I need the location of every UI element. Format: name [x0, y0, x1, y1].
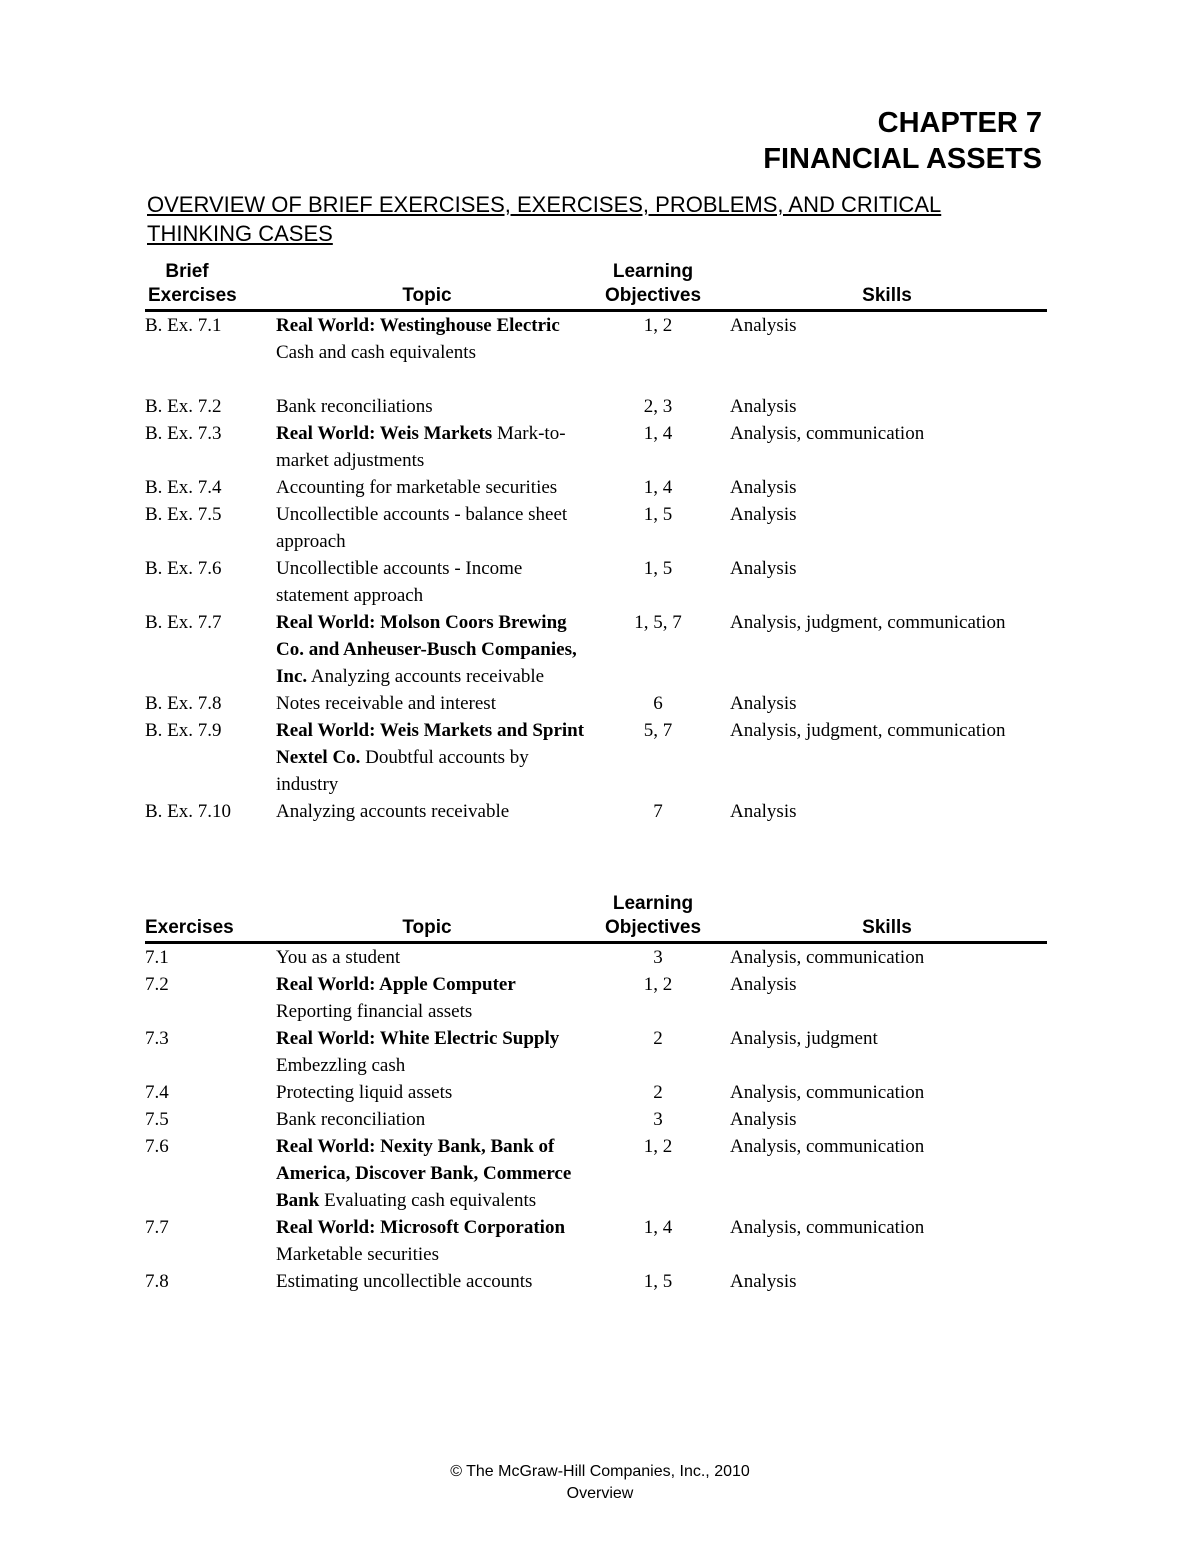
learning-objectives: 7: [653, 801, 663, 822]
topic-text: You as a student: [276, 947, 401, 968]
copyright-text: © The McGraw-Hill Companies, Inc., 2010: [450, 1463, 750, 1480]
exercise-id: B. Ex. 7.9: [145, 720, 222, 741]
table-row: [145, 474, 1047, 501]
topic-text: Analyzing accounts receivable: [276, 801, 510, 822]
header-topic: Topic: [402, 917, 452, 938]
header-exercises: Exercises: [145, 917, 234, 938]
exercise-id: 7.6: [145, 1136, 169, 1157]
skills: Analysis, judgment, communication: [730, 720, 1006, 741]
learning-objectives: 2: [653, 1082, 663, 1103]
exercises-table-body: [145, 944, 1047, 1295]
topic-text: Mark-to-market adjustments: [276, 423, 566, 471]
topic-text: Estimating uncollectible accounts: [276, 1271, 533, 1292]
topic-text: Evaluating cash equivalents: [319, 1190, 537, 1211]
topic-text: Analyzing accounts receivable: [307, 666, 545, 687]
header-skills: Skills: [862, 917, 912, 938]
exercise-topic: [276, 609, 586, 690]
topic-text: Bank reconciliation: [276, 1109, 426, 1130]
table-row: [145, 312, 1047, 366]
topic-company-label: Real World: Microsoft Corporation: [276, 1217, 566, 1238]
topic-company-label: Real World: White Electric Supply: [276, 1028, 560, 1049]
exercise-topic: [276, 1106, 586, 1133]
exercise-id: B. Ex. 7.10: [145, 801, 232, 822]
learning-objectives: 1, 4: [643, 477, 673, 498]
topic-text: Bank reconciliations: [276, 396, 433, 417]
exercise-topic: [276, 690, 586, 717]
exercise-topic: [276, 1133, 586, 1214]
topic-text: Uncollectible accounts - balance sheet approach: [276, 504, 568, 552]
skills: Analysis, communication: [730, 423, 925, 444]
topic-text: Cash and cash equivalents: [276, 342, 476, 363]
table-row: [145, 393, 1047, 420]
learning-objectives: 6: [653, 693, 663, 714]
topic-text: Uncollectible accounts - Income statement approach: [276, 558, 523, 606]
skills: Analysis: [730, 801, 797, 822]
learning-objectives: 1, 5: [643, 504, 673, 525]
topic-company-label: Real World: Nexity Bank, Bank of America, Discover Bank, Commerce Bank: [276, 1136, 572, 1211]
exercise-topic: [276, 501, 586, 555]
table-row: [145, 555, 1047, 609]
skills: Analysis: [730, 396, 797, 417]
topic-text: Accounting for marketable securities: [276, 477, 558, 498]
topic-text: Embezzling cash: [276, 1055, 406, 1076]
skills: Analysis, judgment: [730, 1028, 878, 1049]
skills: Analysis: [730, 974, 797, 995]
learning-objectives: 1, 2: [643, 315, 673, 336]
row-spacer: [145, 366, 1047, 393]
skills: Analysis: [730, 558, 797, 579]
topic-company-label: Real World: Molson Coors Brewing Co. and Anheuser-Busch Companies, Inc.: [276, 612, 577, 687]
exercise-id: B. Ex. 7.1: [145, 315, 222, 336]
chapter-name: FINANCIAL ASSETS: [763, 143, 1042, 175]
skills: Analysis: [730, 693, 797, 714]
topic-company-label: Real World: Apple Computer: [276, 974, 516, 995]
header-learning-objectives: Learning Objectives: [604, 261, 702, 306]
exercise-id: B. Ex. 7.7: [145, 612, 222, 633]
learning-objectives: 1, 5, 7: [634, 612, 682, 633]
exercise-id: 7.2: [145, 974, 169, 995]
exercise-topic: [276, 971, 586, 1025]
skills: Analysis, communication: [730, 947, 925, 968]
overview-heading: OVERVIEW OF BRIEF EXERCISES, EXERCISES, PROBLEMS, AND CRITICAL THINKING CASES: [147, 192, 942, 246]
table-row: [145, 944, 1047, 971]
exercise-topic: [276, 944, 586, 971]
exercise-topic: [276, 393, 586, 420]
brief-table-body: [145, 312, 1047, 825]
exercise-id: B. Ex. 7.3: [145, 423, 222, 444]
skills: Analysis, communication: [730, 1136, 925, 1157]
topic-company-label: Real World: Weis Markets and Sprint Nextel Co.: [276, 720, 585, 768]
learning-objectives: 1, 2: [643, 974, 673, 995]
learning-objectives: 1, 4: [643, 1217, 673, 1238]
brief-table-header: [145, 261, 1047, 312]
exercise-topic: [276, 1214, 586, 1268]
topic-company-label: Real World: Weis Markets: [276, 423, 493, 444]
topic-company-label: Real World: Westinghouse Electric: [276, 315, 560, 336]
learning-objectives: 2, 3: [643, 396, 673, 417]
table-row: [145, 1079, 1047, 1106]
table-row: [145, 798, 1047, 825]
skills: Analysis, communication: [730, 1217, 925, 1238]
exercise-topic: [276, 1079, 586, 1106]
exercise-id: B. Ex. 7.8: [145, 693, 222, 714]
skills: Analysis: [730, 504, 797, 525]
learning-objectives: 1, 4: [643, 423, 673, 444]
skills: Analysis, judgment, communication: [730, 612, 1006, 633]
header-brief-exercises: Brief Exercises: [148, 261, 237, 306]
exercise-id: 7.7: [145, 1217, 169, 1238]
table-row: [145, 971, 1047, 1025]
exercise-id: 7.8: [145, 1271, 169, 1292]
header-topic: Topic: [402, 285, 452, 306]
table-row: [145, 1214, 1047, 1268]
exercise-id: B. Ex. 7.6: [145, 558, 222, 579]
table-row: [145, 1106, 1047, 1133]
topic-text: Reporting financial assets: [276, 1001, 473, 1022]
exercise-topic: [276, 1268, 586, 1295]
header-learning-objectives: Learning Objectives: [604, 893, 702, 938]
exercise-topic: [276, 420, 586, 474]
learning-objectives: 5, 7: [643, 720, 673, 741]
table-row: [145, 717, 1047, 798]
skills: Analysis: [730, 1271, 797, 1292]
chapter-number: CHAPTER 7: [877, 107, 1042, 139]
exercise-topic: [276, 798, 586, 825]
exercise-id: 7.4: [145, 1082, 169, 1103]
topic-text: Notes receivable and interest: [276, 693, 496, 714]
learning-objectives: 1, 5: [643, 1271, 673, 1292]
learning-objectives: 2: [653, 1028, 663, 1049]
exercise-topic: [276, 555, 586, 609]
skills: Analysis: [730, 477, 797, 498]
exercise-id: B. Ex. 7.4: [145, 477, 222, 498]
exercises-table: [145, 893, 1047, 1295]
table-row: [145, 1268, 1047, 1295]
exercise-topic: [276, 1025, 586, 1079]
footer-section-label: Overview: [566, 1485, 634, 1502]
learning-objectives: 3: [653, 1109, 663, 1130]
table-row: [145, 420, 1047, 474]
exercise-id: 7.5: [145, 1109, 169, 1130]
table-row: [145, 1133, 1047, 1214]
exercises-table-header: [145, 893, 1047, 944]
table-row: [145, 690, 1047, 717]
table-row: [145, 609, 1047, 690]
topic-text: Doubtful accounts by industry: [276, 747, 529, 795]
chapter-title: [763, 105, 1042, 177]
table-row: [145, 501, 1047, 555]
exercise-topic: [276, 474, 586, 501]
exercise-id: 7.3: [145, 1028, 169, 1049]
learning-objectives: 1, 5: [643, 558, 673, 579]
exercise-topic: [276, 312, 586, 366]
skills: Analysis, communication: [730, 1082, 925, 1103]
topic-text: Protecting liquid assets: [276, 1082, 453, 1103]
page-footer: [0, 1461, 1200, 1505]
exercise-topic: [276, 717, 586, 798]
learning-objectives: 3: [653, 947, 663, 968]
exercise-id: B. Ex. 7.5: [145, 504, 222, 525]
exercise-id: B. Ex. 7.2: [145, 396, 222, 417]
learning-objectives: 1, 2: [643, 1136, 673, 1157]
brief-exercises-table: [145, 261, 1047, 825]
skills: Analysis: [730, 315, 797, 336]
table-row: [145, 1025, 1047, 1079]
header-skills: Skills: [862, 285, 912, 306]
topic-text: Marketable securities: [276, 1244, 440, 1265]
exercise-id: 7.1: [145, 947, 169, 968]
skills: Analysis: [730, 1109, 797, 1130]
